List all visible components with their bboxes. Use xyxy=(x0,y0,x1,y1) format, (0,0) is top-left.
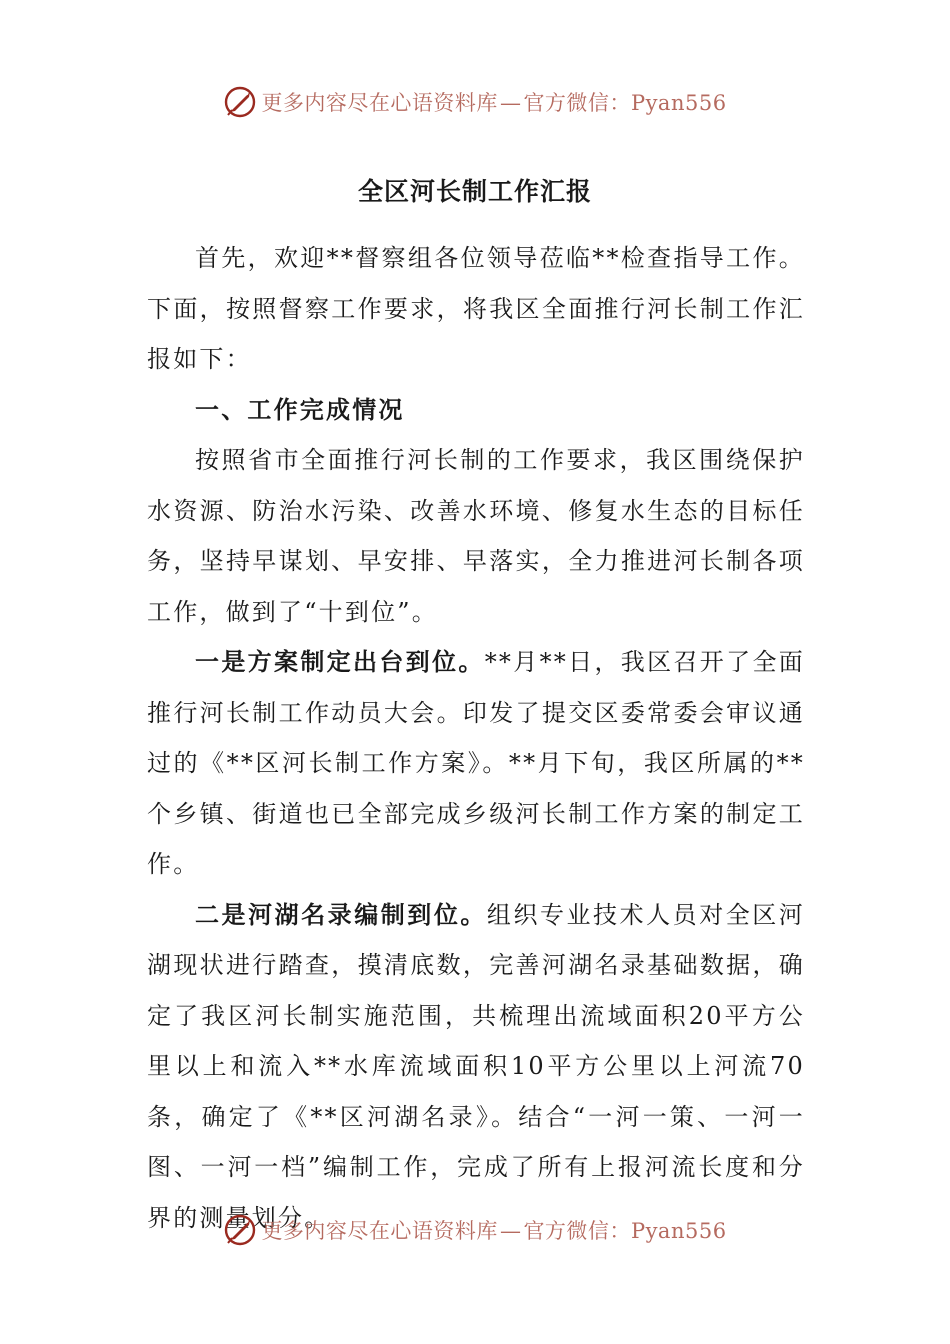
item-paragraph-2 xyxy=(147,890,805,1244)
item-2-body: 组织专业技术人员对全区河湖现状进行踏查，摸清底数，完善河湖名录基础数据，确定了我区河长制实施范围，共梳理出流域面积20平方公里以上和流入**水库流域面积10平方公里以上河流70条，确定了《**区河湖名录》。结合“一河一策、一河一图、一河一档”编制工作，完成了所有上报河流长度和分界的测量划分。 xyxy=(147,900,806,1232)
watermark-contact-label: 官方微信： xyxy=(523,91,631,115)
header-watermark xyxy=(0,82,950,122)
item-1-body: **月**日，我区召开了全面推行河长制工作动员大会。印发了提交区委常委会审议通过的《**区河长制工作方案》。**月下旬，我区所属的**个乡镇、街道也已全部完成乡级河长制工作方案的制定工作。 xyxy=(147,648,805,878)
item-2-lead: 二是河湖名录编制到位。 xyxy=(195,899,487,929)
watermark-separator: — xyxy=(499,1219,522,1243)
watermark-brand: 更多内容尽在心语资料库 xyxy=(261,91,498,115)
watermark-contact-id: Pyan556 xyxy=(630,91,727,115)
intro-paragraph: 首先，欢迎**督察组各位领导莅临**检查指导工作。下面，按照督察工作要求，将我区全面推行河长制工作汇报如下： xyxy=(147,244,805,373)
watermark-separator: — xyxy=(499,91,522,115)
watermark-contact-label: 官方微信： xyxy=(523,1219,631,1243)
section-paragraph: 按照省市全面推行河长制的工作要求，我区围绕保护水资源、防治水污染、改善水环境、修复水生态的目标任务，坚持早谋划、早安排、早落实，全力推进河长制各项工作，做到了“十到位”。 xyxy=(147,446,805,626)
watermark-text xyxy=(261,1215,726,1245)
quill-logo-icon xyxy=(223,1213,257,1247)
item-1-lead: 一是方案制定出台到位。 xyxy=(195,647,485,676)
section-heading: 一、工作完成情况 xyxy=(195,394,405,424)
quill-logo-icon xyxy=(223,85,257,119)
item-paragraph-1 xyxy=(147,637,805,890)
watermark-brand: 更多内容尽在心语资料库 xyxy=(261,1219,498,1243)
document-body xyxy=(147,233,805,1243)
document-title: 全区河长制工作汇报 xyxy=(357,177,592,206)
watermark-text xyxy=(261,87,726,117)
watermark-contact-id: Pyan556 xyxy=(630,1219,727,1243)
footer-watermark xyxy=(0,1210,950,1250)
